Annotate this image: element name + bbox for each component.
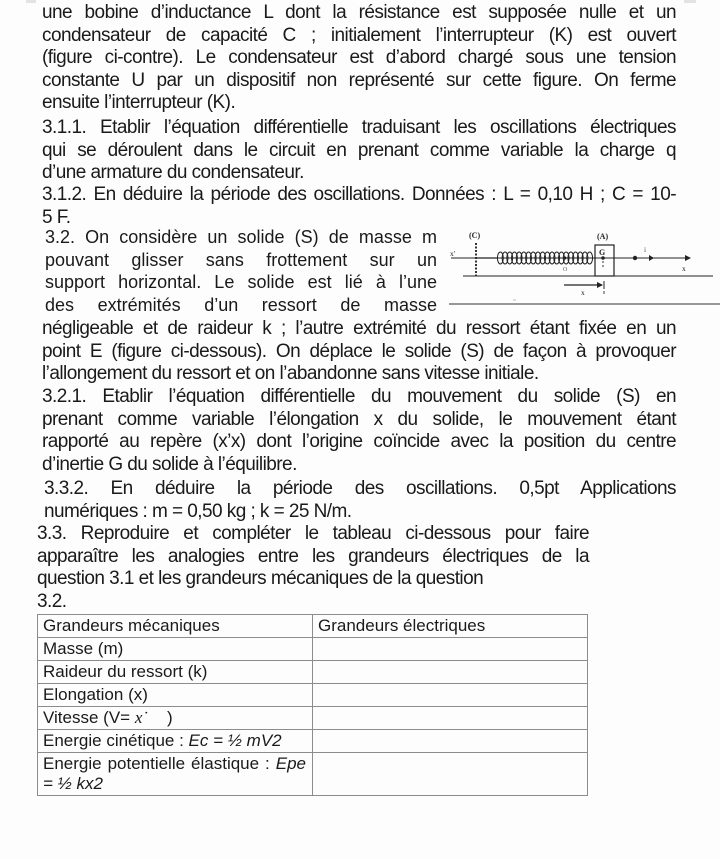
question-line: l’allongement du ressort et on l’abandonne sans vitesse initiale. [42, 363, 539, 384]
analogy-table [37, 614, 588, 796]
mechanical-cell [38, 753, 313, 796]
page-edge-mark-left [26, 0, 36, 3]
table-row [38, 707, 588, 730]
question-line: pouvant glisser sans frottement sur un [45, 249, 437, 270]
electrical-cell[interactable] [313, 684, 588, 707]
mechanical-cell [38, 707, 313, 730]
mechanical-cell: Masse (m) [38, 638, 313, 661]
intro-line: condensateur de capacité C ; initialement l’interrupteur (K) est ouvert [42, 24, 676, 46]
question-line: 3.2. On considère un solide (S) de masse m [45, 227, 437, 247]
header-mechanical: Grandeurs mécaniques [38, 615, 313, 638]
question-line: qui se déroulent dans le circuit en prenant comme variable la charge q [42, 139, 676, 161]
electrical-cell[interactable] [313, 753, 588, 796]
question-line: 3.1.2. En déduire la période des oscillations. Données : L = 0,10 H ; C = 10- [42, 184, 676, 205]
table-row [38, 638, 588, 661]
intro-line: une bobine d’inductance L dont la résistance est supposée nulle et un [42, 2, 676, 23]
question-line: 3.2.1. Etablir l’équation différentielle du mouvement du solide (S) en [42, 386, 676, 407]
wall-label: (C) [469, 231, 481, 240]
question-line: 3.3. Reproduire et compléter le tableau ci-dessous pour faire [37, 523, 589, 544]
question-3-3-2 [44, 478, 676, 523]
mechanical-cell: Raideur du ressort (k) [38, 661, 313, 684]
origin-label: O [563, 267, 568, 273]
potential-energy-label: Energie potentielle élastique : [43, 754, 276, 773]
question-line: d’une armature du condensateur. [42, 162, 304, 183]
question-line: 5 F. [42, 206, 71, 228]
question-line: question 3.1 et les grandeurs mécaniques de la question [37, 568, 484, 589]
question-line: point E (figure ci-dessous). On déplace le solide (S) de façon à provoquer [42, 340, 676, 362]
velocity-variable: x˙ [134, 708, 149, 727]
table-row [38, 661, 588, 684]
intro-line: (figure ci-contre). Le condensateur est d’abord chargé sous une tension [42, 47, 676, 68]
elongation-arrow-head-icon [597, 282, 603, 288]
electrical-cell[interactable] [313, 707, 588, 730]
question-3-2-1 [42, 386, 676, 476]
question-line: 3.3.2. En déduire la période des oscillations. 0,5pt Applications [44, 478, 676, 499]
header-electrical: Grandeurs électriques [313, 615, 588, 638]
question-line: 3.1.1. Etablir l’équation différentielle traduisant les oscillations électriques [42, 117, 676, 138]
elongation-label: x [581, 288, 585, 297]
intro-line: ensuite l’interrupteur (K). [42, 92, 236, 113]
origin-point [564, 257, 567, 260]
question-line: numériques : m = 0,50 kg ; k = 25 N/m. [44, 500, 352, 522]
question-3-1-1 [42, 117, 676, 185]
page-edge-mark-right [684, 0, 696, 3]
intro-line: constante U par un dispositif non représenté sur cette figure. On ferme [42, 69, 676, 91]
potential-energy-formula: Epe = ½ kx2 [43, 754, 306, 793]
question-line: apparaître les analogies entre les grandeurs électriques de la [37, 545, 589, 567]
kinetic-energy-formula: Ec = ½ mV2 [188, 731, 282, 750]
kinetic-energy-label: Energie cinétique : [43, 731, 189, 750]
intro-paragraph [42, 2, 676, 115]
question-line: rapporté au repère (x’x) dont l’origine coïncide avec la position du centre [42, 431, 676, 452]
mechanical-cell [38, 730, 313, 753]
question-line: prenant comme variable l’élongation x du solide, le mouvement étant [42, 408, 676, 430]
question-line: des extrémités d’un ressort de masse [45, 294, 437, 315]
mechanical-cell: Elongation (x) [38, 684, 313, 707]
axis-start-label: x' [450, 249, 456, 258]
table-header-row [38, 615, 588, 638]
unit-vector-origin [633, 256, 637, 260]
table-row [38, 730, 588, 753]
question-3-3 [37, 523, 589, 613]
question-3-1-2 [42, 184, 676, 229]
velocity-label: Vitesse (V= [43, 708, 135, 727]
velocity-suffix: ) [148, 708, 173, 727]
question-line: 3.2. [37, 590, 67, 612]
question-3-2-continuation [42, 318, 676, 386]
question-line: support horizontal. Le solide est lié à l’une [45, 272, 437, 292]
axis-end-label: x [682, 264, 686, 273]
unit-vector-arrow-icon [649, 255, 654, 261]
question-line: négligeable et de raideur k ; l’autre extrémité du ressort étant fixée en un [42, 318, 676, 339]
unit-vector-label: i [644, 245, 647, 254]
spring-mass-figure [445, 225, 720, 305]
electrical-cell[interactable] [313, 730, 588, 753]
solid-label: (A) [597, 232, 609, 241]
electrical-cell[interactable] [313, 638, 588, 661]
axis-arrow-icon [685, 255, 691, 261]
electrical-cell[interactable] [313, 661, 588, 684]
table-row [38, 753, 588, 796]
spring-mass-diagram [445, 225, 720, 305]
table-row [38, 684, 588, 707]
question-line: d’inertie G du solide à l’équilibre. [42, 453, 297, 475]
question-3-2 [45, 226, 437, 316]
center-label: G [599, 248, 606, 257]
